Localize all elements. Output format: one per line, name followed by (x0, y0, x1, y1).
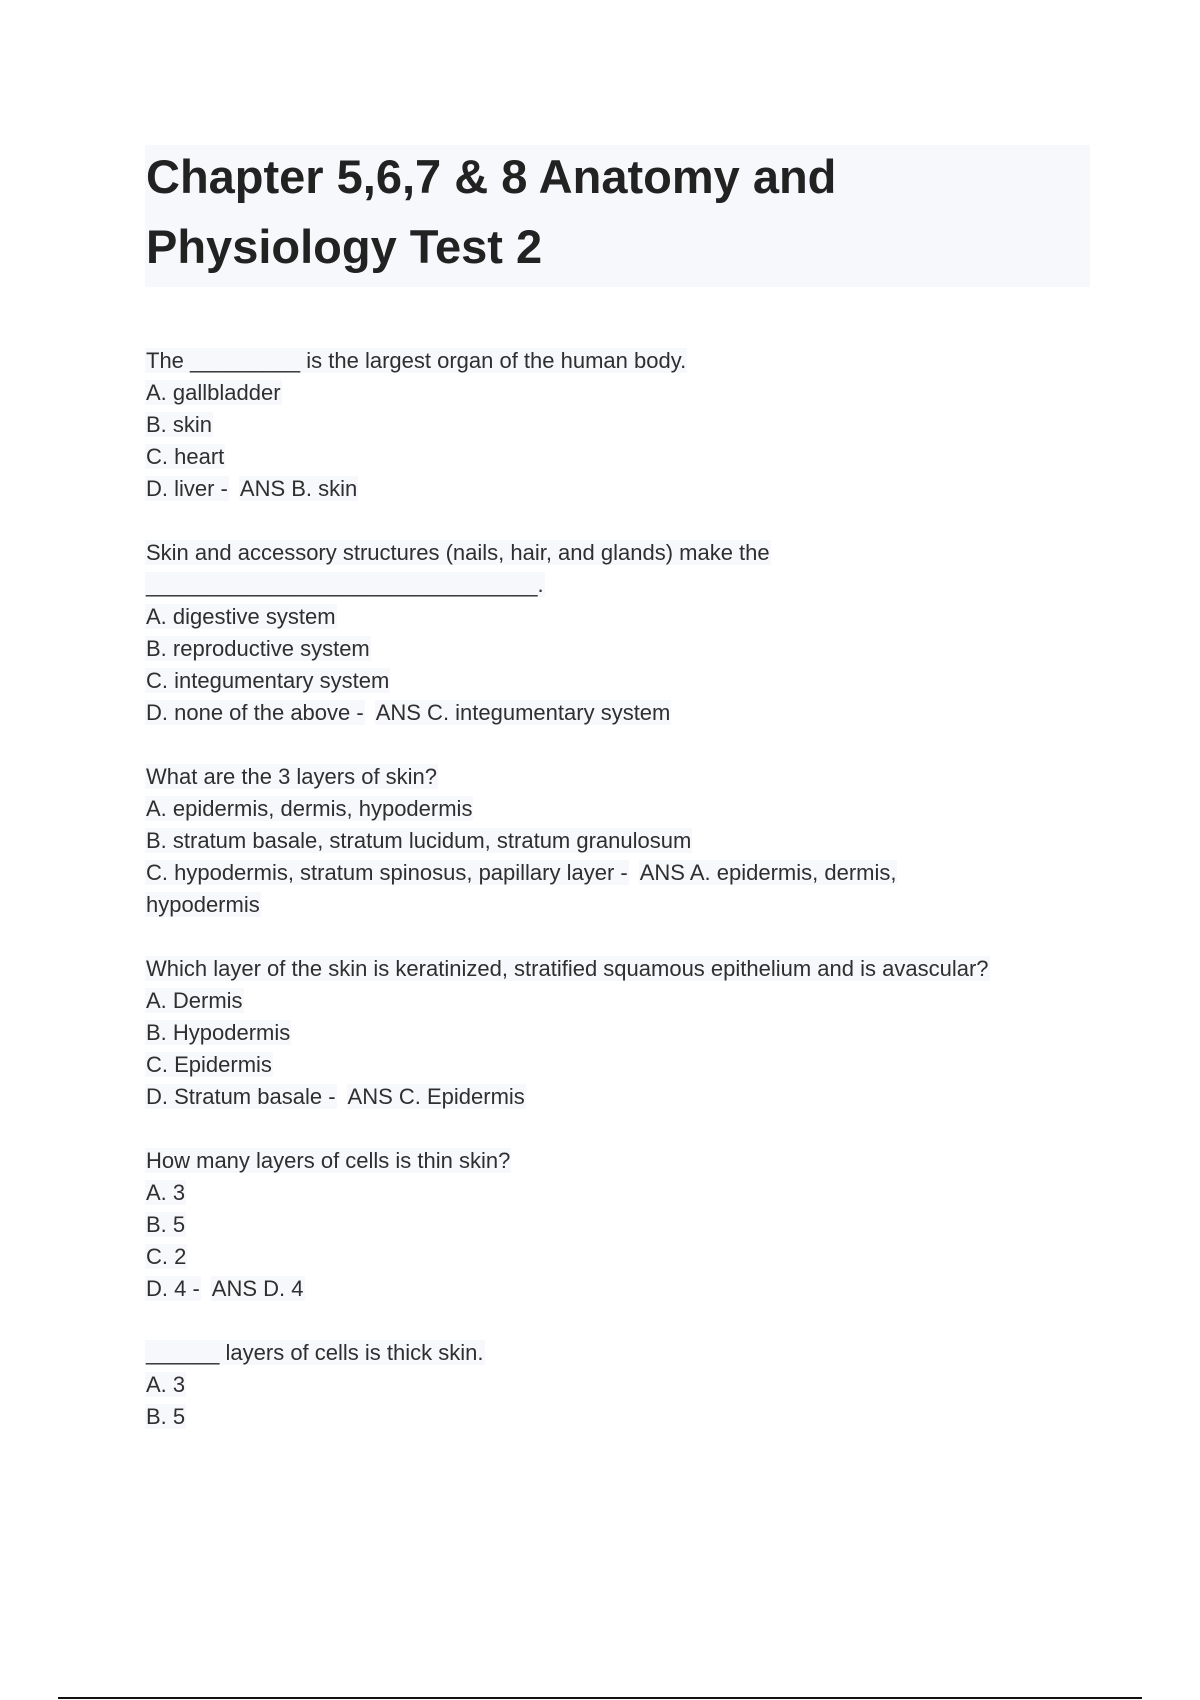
question-6-option-b: B. 5 (146, 1404, 186, 1429)
question-1-option-d: D. liver - ANS B. skin (146, 476, 358, 501)
question-1-option-a: A. gallbladder (146, 380, 281, 405)
question-3-answer: ANS A. epidermis, dermis, (639, 860, 897, 885)
question-5-answer: ANS D. 4 (211, 1276, 304, 1301)
question-3-option-b: B. stratum basale, stratum lucidum, stratum granulosum (146, 828, 692, 853)
question-4-option-a: A. Dermis (146, 988, 243, 1013)
question-1-prompt: The _________ is the largest organ of the human body. (146, 348, 687, 373)
question-6-option-a: A. 3 (146, 1372, 186, 1397)
question-4-answer: ANS C. Epidermis (347, 1084, 525, 1109)
question-2-option-d: D. none of the above - ANS C. integumentary system (146, 700, 671, 725)
question-3 (145, 761, 1095, 921)
question-5-prompt: How many layers of cells is thin skin? (146, 1148, 511, 1173)
question-6-prompt: ______ layers of cells is thick skin. (146, 1340, 484, 1365)
question-4-option-b: B. Hypodermis (146, 1020, 291, 1045)
question-3-option-a: A. epidermis, dermis, hypodermis (146, 796, 473, 821)
question-1-answer: ANS B. skin (239, 476, 358, 501)
question-3-option-c: C. hypodermis, stratum spinosus, papillary layer - ANS A. epidermis, dermis, (146, 860, 897, 885)
question-5-option-d: D. 4 - ANS D. 4 (146, 1276, 304, 1301)
footer-rule (58, 1697, 1142, 1699)
question-4-option-c: C. Epidermis (146, 1052, 272, 1077)
question-4-option-d: D. Stratum basale - ANS C. Epidermis (146, 1084, 525, 1109)
question-6 (145, 1337, 1095, 1433)
question-1 (145, 345, 1095, 505)
question-2 (145, 537, 1095, 729)
question-2-option-c: C. integumentary system (146, 668, 390, 693)
question-3-prompt: What are the 3 layers of skin? (146, 764, 438, 789)
question-4 (145, 953, 1095, 1113)
question-2-blank: ________________________________. (146, 572, 544, 597)
document-title: Chapter 5,6,7 & 8 Anatomy and Physiology Test 2 (146, 150, 837, 273)
question-2-prompt: Skin and accessory structures (nails, hair, and glands) make the (146, 540, 770, 565)
question-list (145, 345, 1095, 1465)
question-3-answer-continued: hypodermis (146, 892, 260, 917)
question-4-prompt: Which layer of the skin is keratinized, stratified squamous epithelium and is avascular? (146, 956, 989, 981)
question-1-option-b: B. skin (146, 412, 213, 437)
question-2-option-a: A. digestive system (146, 604, 336, 629)
question-5-option-b: B. 5 (146, 1212, 186, 1237)
question-1-option-c: C. heart (146, 444, 225, 469)
question-5-option-a: A. 3 (146, 1180, 186, 1205)
question-2-answer: ANS C. integumentary system (375, 700, 671, 725)
question-2-option-b: B. reproductive system (146, 636, 370, 661)
question-5 (145, 1145, 1095, 1305)
question-5-option-c: C. 2 (146, 1244, 187, 1269)
